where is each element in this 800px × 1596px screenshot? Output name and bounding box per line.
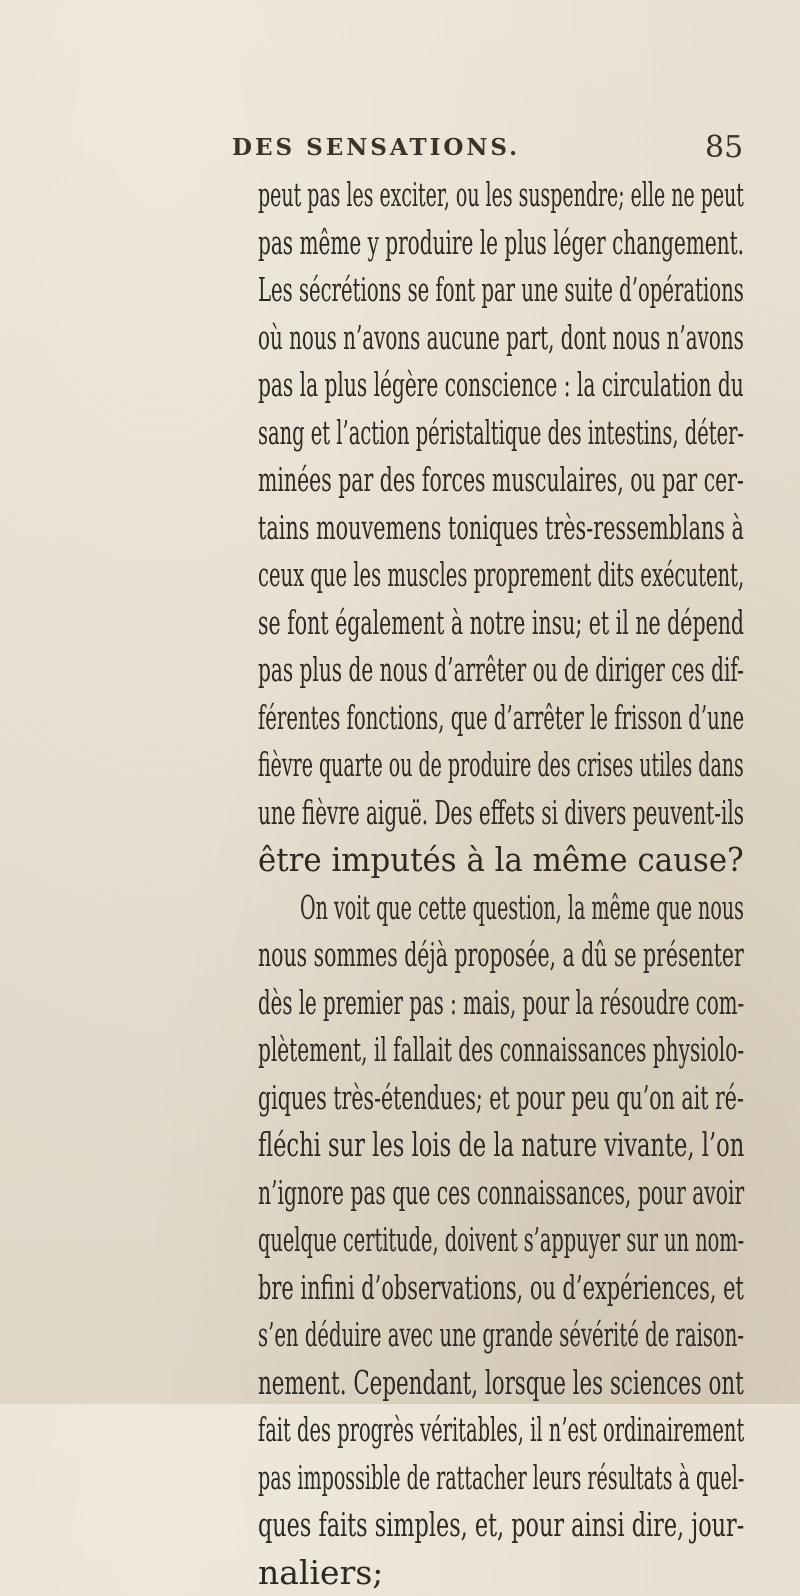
text-line: sang et l’action péristaltique des intestins, déter- xyxy=(258,413,744,452)
text-line: ques faits simples, et, pour ainsi dire, jour- xyxy=(258,1505,745,1544)
text-line: fièvre quarte ou de produire des crises utiles dans xyxy=(258,745,744,784)
text-line: nement. Cependant, lorsque les sciences ont xyxy=(258,1363,744,1402)
text-line: bre infini d’observations, ou d’expériences, et xyxy=(258,1268,744,1307)
text-line: pas plus de nous d’arrêter ou de diriger ces dif- xyxy=(258,650,744,689)
text-line: peut pas les exciter, ou les suspendre; elle ne peut xyxy=(258,175,744,214)
text-line: s’en déduire avec une grande sévérité de raison- xyxy=(258,1315,745,1354)
text-line: férentes fonctions, que d’arrêter le frisson d’une xyxy=(258,698,745,737)
text-line: tains mouvemens toniques très-ressemblans à xyxy=(258,508,744,547)
text-line: naliers; xyxy=(258,1553,384,1592)
text-line: Les sécrétions se font par une suite d’opérations xyxy=(258,270,744,309)
text-line: pas la plus légère conscience : la circulation du xyxy=(258,365,744,404)
text-line: où nous n’avons aucune part, dont nous n’avons xyxy=(258,318,744,357)
text-line: giques très-étendues; et pour peu qu’on ait ré- xyxy=(258,1078,744,1117)
text-line: quelque certitude, doivent s’appuyer sur un nom- xyxy=(258,1220,745,1259)
text-line: minées par des forces musculaires, ou par cer- xyxy=(258,460,744,499)
text-line: nous sommes déjà proposée, a dû se présenter xyxy=(258,935,744,974)
text-line: n’ignore pas que ces connaissances, pour avoir xyxy=(258,1173,745,1212)
text-line: fait des progrès véritables, il n’est ordinairement xyxy=(258,1410,745,1449)
text-line: dès le premier pas : mais, pour la résoudre com- xyxy=(258,983,745,1022)
text-line: plètement, il fallait des connaissances physiolo- xyxy=(258,1030,745,1069)
text-line: fléchi sur les lois de la nature vivante, l’on xyxy=(258,1125,745,1164)
running-title: DES SENSATIONS. xyxy=(232,134,521,161)
text-line: pas impossible de rattacher leurs résultats à quel- xyxy=(258,1458,745,1497)
text-line: se font également à notre insu; et il ne dépend xyxy=(258,603,745,642)
text-line: ceux que les muscles proprement dits exécutent, xyxy=(258,555,745,594)
text-line: pas même y produire le plus léger changement. xyxy=(258,223,745,262)
page-number: 85 xyxy=(705,130,744,165)
text-line: On voit que cette question, la même que nous xyxy=(300,888,744,927)
text-line: être imputés à la même cause? xyxy=(258,840,744,879)
text-line: une fièvre aiguë. Des effets si divers peuvent-ils xyxy=(258,793,745,832)
